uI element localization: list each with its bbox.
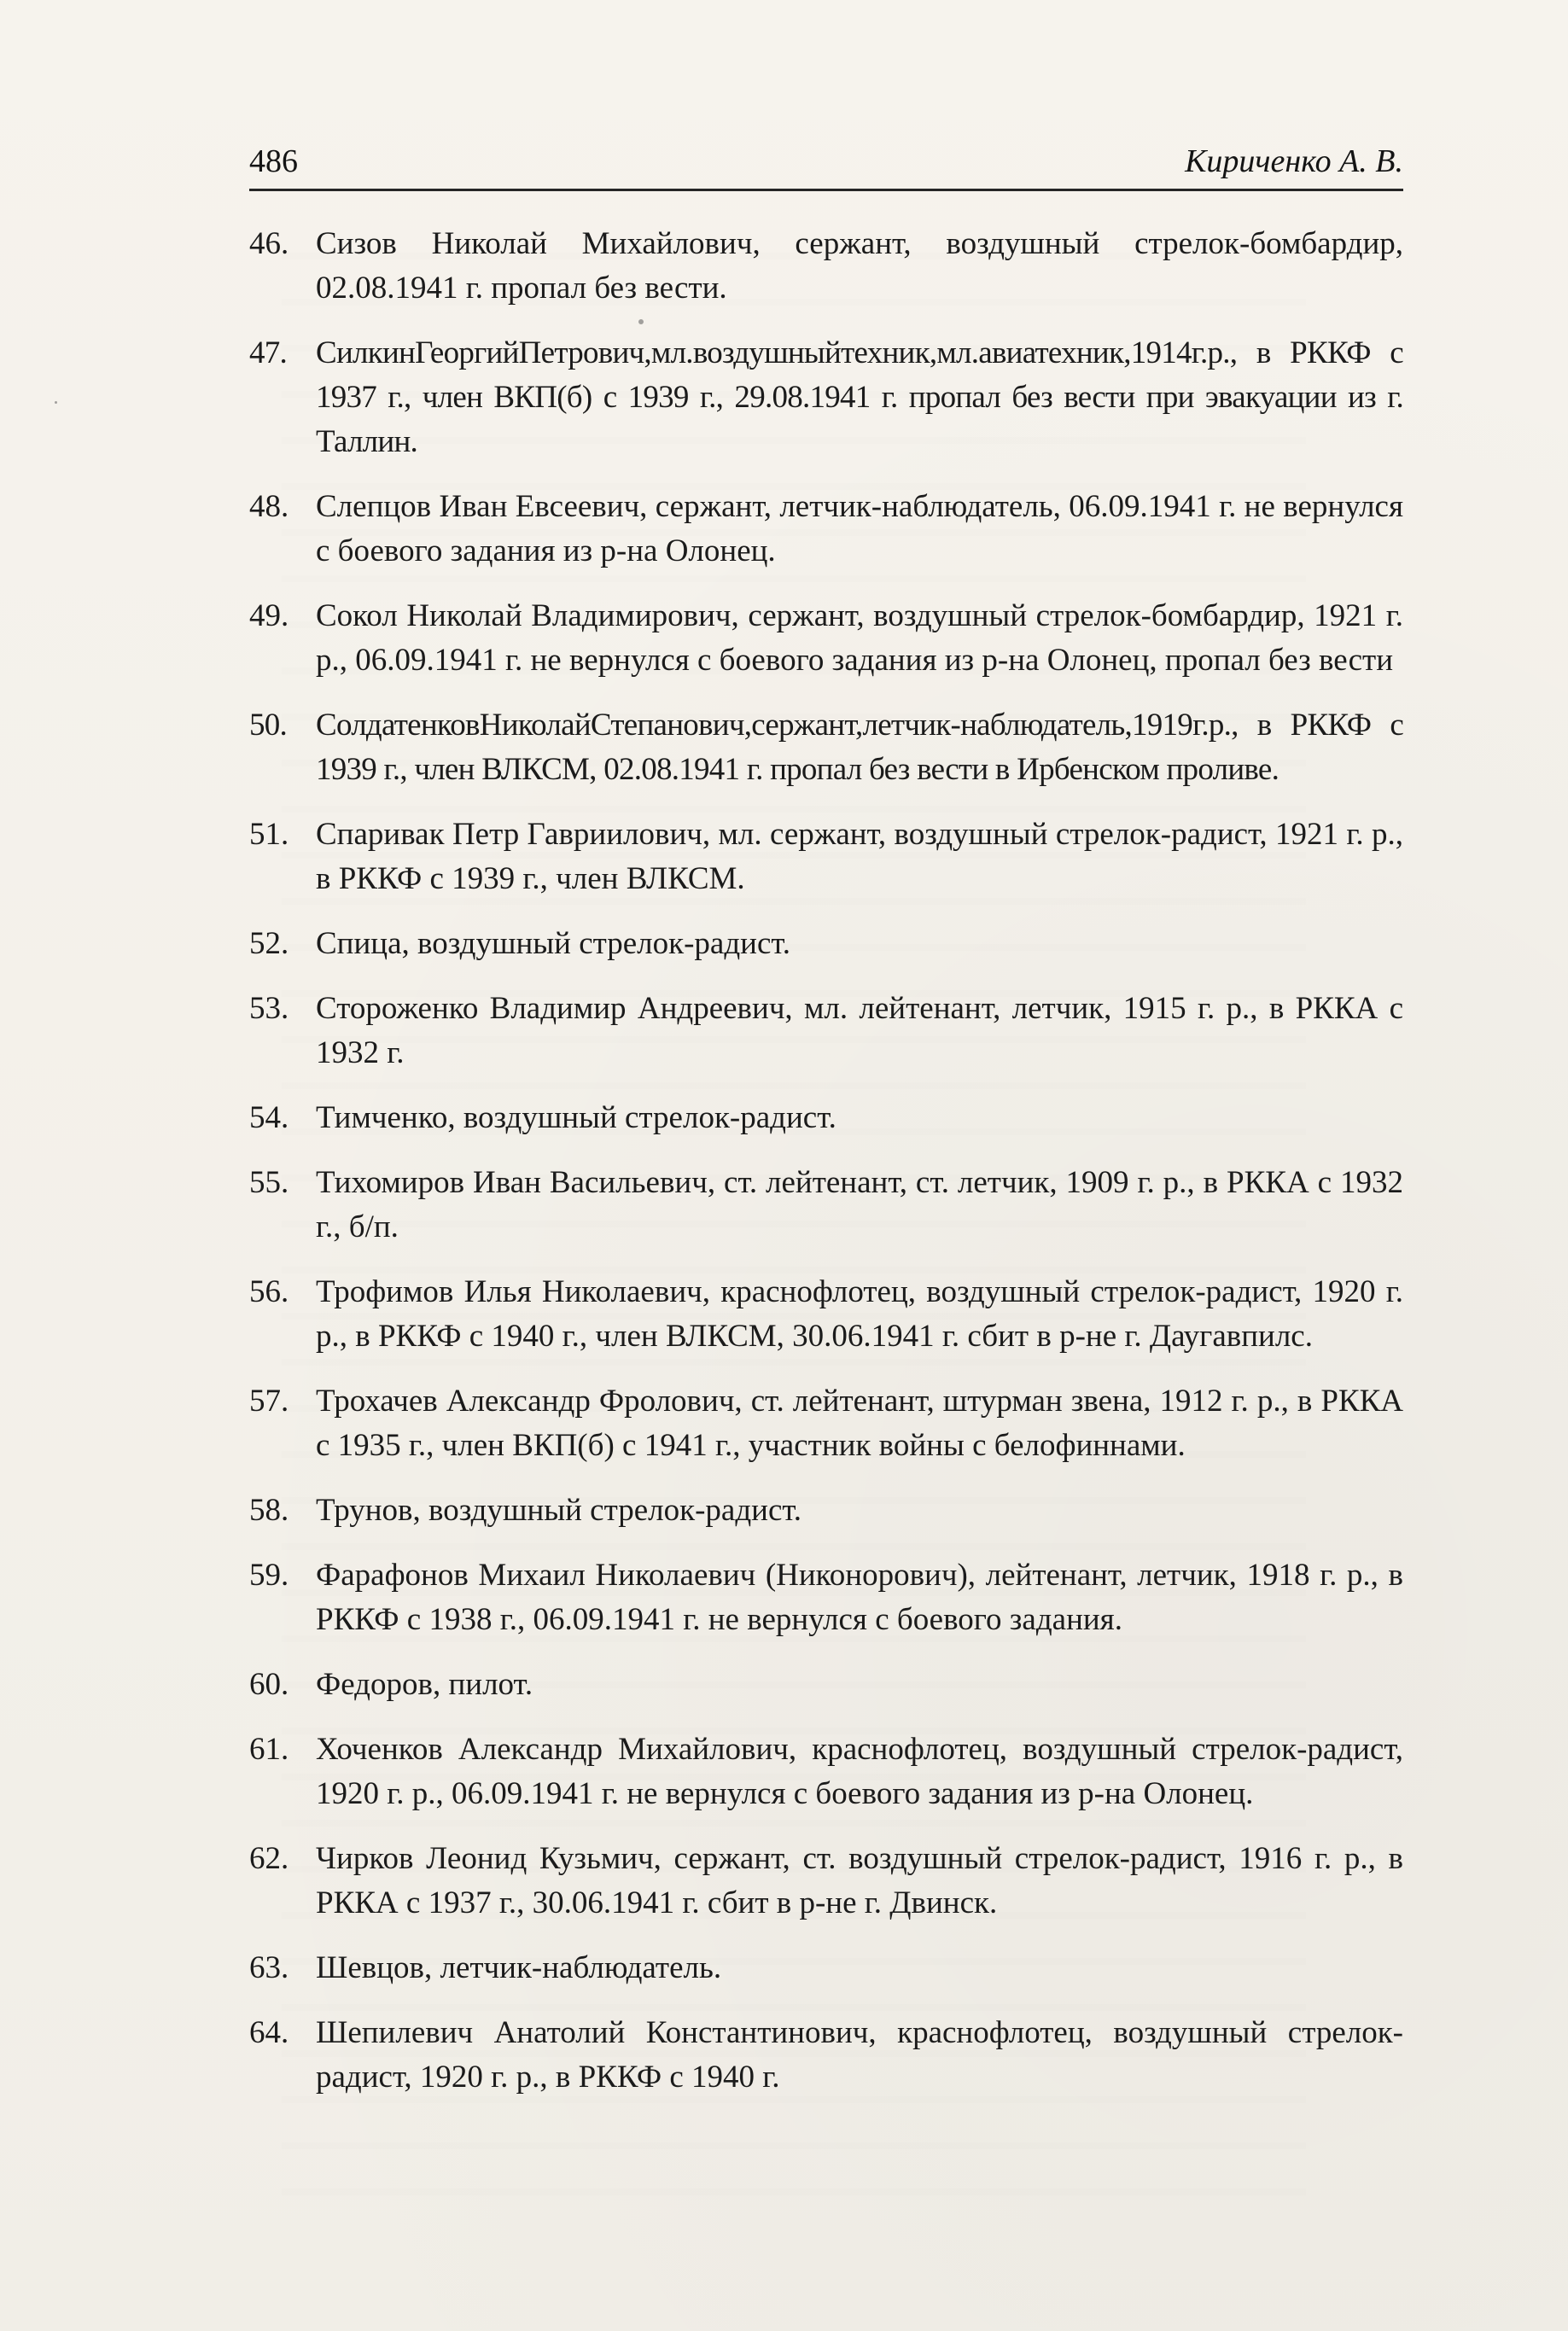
entry-text: Трофимов Илья Николаевич, краснофлотец, воздушный стрелок-радист, 1920 г. р., в РККФ с 1940 г., член ВЛКСМ, 30.06.1941 г. сбит в р-не г. Даугавпилс. — [316, 1274, 1403, 1354]
list-item — [249, 1553, 1403, 1642]
list-item — [249, 485, 1403, 574]
list-item — [249, 1270, 1403, 1359]
entry-number: 55. — [249, 1165, 289, 1200]
entry-text: Хоченков Александр Михайлович, краснофлотец, воздушный стрелок-радист, 1920 г. р., 06.09.1941 г. не вернулся с боевого задания из р-на Олонец. — [316, 1732, 1403, 1811]
entry-number: 51. — [249, 817, 289, 852]
list-item — [249, 1489, 1403, 1533]
running-head: Кириченко А. В. — [1185, 143, 1403, 179]
entry-text: Слепцов Иван Евсеевич, сержант, летчик-наблюдатель, 06.09.1941 г. не вернулся с боевого задания из р-на Олонец. — [316, 489, 1403, 568]
list-item — [249, 1379, 1403, 1468]
entry-text: Шепилевич Анатолий Константинович, краснофлотец, воздушный стрелок-радист, 1920 г. р., в РККФ с 1940 г. — [316, 2015, 1403, 2095]
list-item — [249, 1161, 1403, 1250]
entry-text: Спаривак Петр Гавриилович, мл. сержант, воздушный стрелок-радист, 1921 г. р., в РККФ с 1939 г., член ВЛКСМ. — [316, 817, 1403, 896]
entry-text: Тихомиров Иван Васильевич, ст. лейтенант, ст. летчик, 1909 г. р., в РККА с 1932 г., б/п. — [316, 1165, 1403, 1244]
entry-number: 62. — [249, 1841, 289, 1876]
entry-number: 56. — [249, 1274, 289, 1309]
header-divider — [249, 189, 1403, 191]
page-header — [249, 137, 1403, 184]
entry-text: Сокол Николай Владимирович, сержант, воздушный стрелок-бомбардир, 1921 г. р., 06.09.1941 г. не вернулся с боевого задания из р-на Олонец, пропал без вести — [316, 598, 1403, 678]
entry-number: 46. — [249, 226, 289, 261]
entry-number: 50. — [249, 708, 288, 743]
list-item — [249, 1096, 1403, 1140]
list-item — [249, 1837, 1403, 1926]
entry-number: 58. — [249, 1493, 289, 1528]
list-item — [249, 922, 1403, 966]
entry-text: Трунов, воздушный стрелок-радист. — [316, 1493, 802, 1528]
entry-text: Шевцов, летчик-наблюдатель. — [316, 1950, 722, 1985]
entry-number: 53. — [249, 991, 289, 1026]
entry-number: 63. — [249, 1950, 289, 1985]
list-item — [249, 331, 1403, 464]
entry-text: Спица, воздушный стрелок-радист. — [316, 926, 791, 961]
entry-number: 49. — [249, 598, 289, 633]
entry-number: 61. — [249, 1732, 289, 1767]
entry-text: Стороженко Владимир Андреевич, мл. лейтенант, летчик, 1915 г. р., в РККА с 1932 г. — [316, 991, 1403, 1070]
entry-text: СилкинГеоргийПетрович,мл.воздушныйтехник,мл.авиатехник,1914г.р., в РККФ с 1937 г., член ВКП(б) с 1939 г., 29.08.1941 г. пропал без вести при эвакуации из г. Таллин. — [316, 335, 1403, 459]
list-item — [249, 1663, 1403, 1707]
entry-number: 57. — [249, 1384, 289, 1419]
entry-text: Фарафонов Михаил Николаевич (Никонорович), лейтенант, летчик, 1918 г. р., в РККФ с 1938 г., 06.09.1941 г. не вернулся с боевого задания. — [316, 1558, 1403, 1637]
entry-text: Сизов Николай Михайлович, сержант, воздушный стрелок-бомбардир, 02.08.1941 г. пропал без вести. — [316, 226, 1403, 306]
entry-number: 59. — [249, 1558, 289, 1593]
entry-text: СолдатенковНиколайСтепанович,сержант,летчик-наблюдатель,1919г.р., в РККФ с 1939 г., член ВЛКСМ, 02.08.1941 г. пропал без вести в Ирбенском проливе. — [316, 708, 1403, 787]
ink-speck — [638, 319, 644, 324]
list-item — [249, 1946, 1403, 1990]
entry-text: Трохачев Александр Фролович, ст. лейтенант, штурман звена, 1912 г. р., в РККА с 1935 г., член ВКП(б) с 1941 г., участник войны с белофиннами. — [316, 1384, 1403, 1463]
entry-text: Федоров, пилот. — [316, 1667, 533, 1702]
entry-number: 52. — [249, 926, 289, 961]
entry-list — [249, 222, 1403, 2120]
entry-number: 47. — [249, 335, 288, 370]
list-item — [249, 1728, 1403, 1816]
list-item — [249, 222, 1403, 311]
ink-speck — [55, 401, 57, 404]
entry-number: 60. — [249, 1667, 289, 1702]
entry-text: Чирков Леонид Кузьмич, сержант, ст. воздушный стрелок-радист, 1916 г. р., в РККА с 1937 г., 30.06.1941 г. сбит в р-не г. Двинск. — [316, 1841, 1403, 1920]
page-number: 486 — [249, 143, 298, 179]
entry-number: 64. — [249, 2015, 289, 2050]
entry-number: 54. — [249, 1100, 289, 1135]
list-item — [249, 987, 1403, 1075]
list-item — [249, 2011, 1403, 2100]
list-item — [249, 703, 1403, 792]
list-item — [249, 594, 1403, 683]
list-item — [249, 813, 1403, 901]
entry-text: Тимченко, воздушный стрелок-радист. — [316, 1100, 836, 1135]
entry-number: 48. — [249, 489, 289, 524]
